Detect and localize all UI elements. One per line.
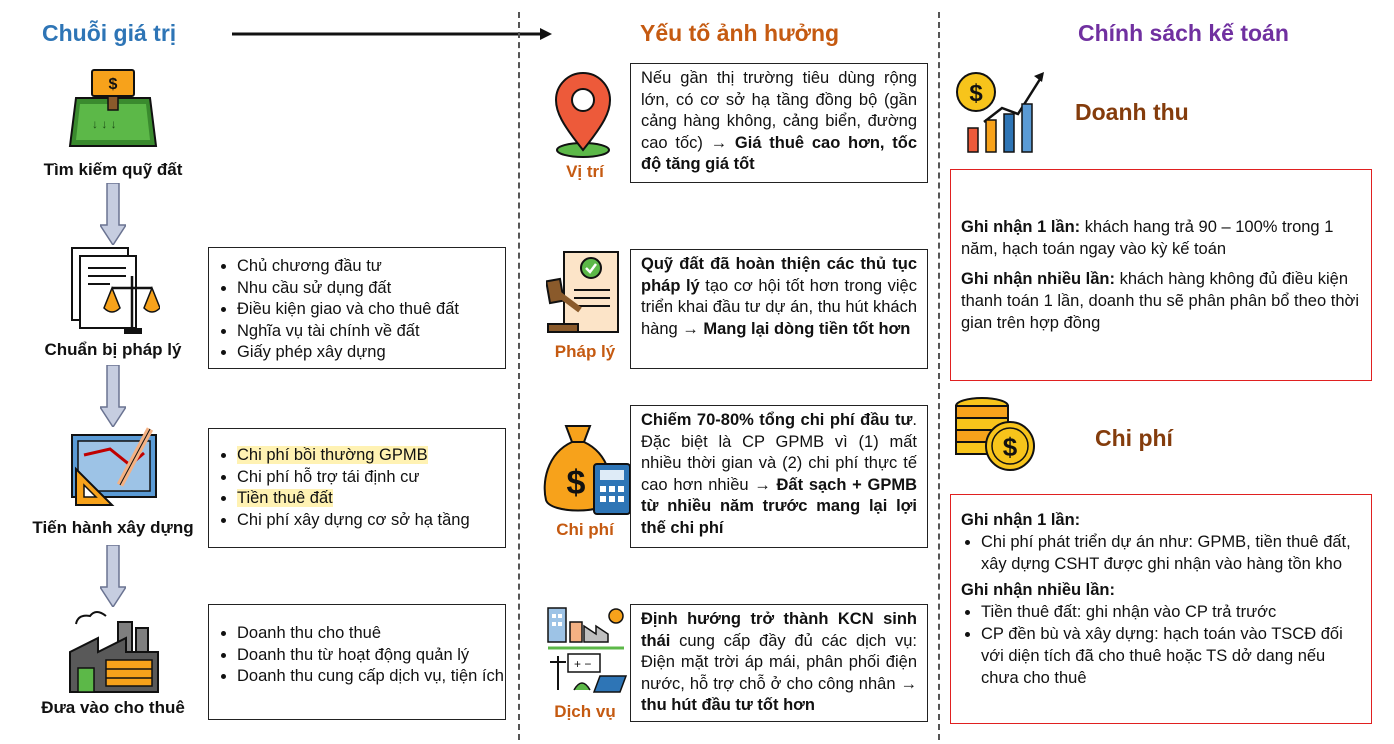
svg-text:$: $ [566,464,586,502]
factor-box-service [630,604,928,722]
list-item: • Chủ chương đầu tư [237,256,505,278]
arrow-glyph: → [682,319,699,338]
svg-text:$: $ [108,76,118,93]
revenue-once-text: khách hang trả 90 – 100% trong 1 năm, hạch toán ngay vào kỳ kế toán [961,218,1334,258]
factor-highlight: Chiếm 70-80% tổng chi phí đầu tư [641,411,913,429]
factor-label-service: Dịch vụ [554,702,616,721]
land-plot-icon [68,68,158,150]
construction-plan-icon [70,425,160,511]
factor-box-cost [630,405,928,548]
factor-text: Nếu gần thị trường tiêu dùng rộng lớn, có cơ sở hạ tầng đồng bộ (gần cảng hàng không, cảng biển, đường cao tốc) [641,69,917,152]
revenue-heading: Doanh thu [1075,99,1189,125]
step-label-legal: Chuẩn bị pháp lý [44,340,182,359]
factor-highlight: Định hướng trở thành KCN sinh thái [641,610,917,650]
factor-text: tạo cơ hội tốt hơn trong việc triển khai đầu tư dự án, thu hút khách hàng [641,276,917,338]
svg-text:+ −: + − [574,657,592,671]
revenue-chart-icon [954,70,1046,154]
revenue-sources-box [208,604,506,720]
step-label-lease: Đưa vào cho thuê [41,698,185,717]
factor-box-legal [630,249,928,369]
revenue-multi [961,268,1361,334]
arrow-glyph: → [710,133,728,152]
eco-industrial-icon [544,606,628,694]
title-value-chain: Chuỗi giá trị [42,20,177,46]
arrow-glyph: → [900,674,917,693]
highlight-gpmb: Chi phí bồi thường GPMB [237,446,428,464]
list-item: • Nghĩa vụ tài chính về đất [237,321,505,343]
list-item: • Doanh thu cung cấp dịch vụ, tiện ích [237,666,505,688]
list-item: • Doanh thu từ hoạt động quản lý [237,645,505,667]
list-item: • Điều kiện giao và cho thuê đất [237,299,505,321]
revenue-policy-box [950,169,1372,381]
factory-icon [68,608,160,694]
list-item: • Chi phí hỗ trợ tái định cư [237,467,505,489]
title-policy: Chính sách kế toán [1078,20,1289,46]
step-label-construction: Tiến hành xây dựng [32,518,194,537]
down-arrow-icon [100,365,126,427]
step-label-land: Tìm kiếm quỹ đất [43,160,183,179]
down-arrow-icon [100,545,126,607]
coins-icon [952,392,1036,474]
list-item: • Chi phí phát triển dự án như: GPMB, tiền thuê đất, xây dựng CSHT được ghi nhận vào hàng tồn kho [981,531,1361,575]
list-item: • CP đền bù và xây dựng: hạch toán vào TSCĐ đối với diện tích đã cho thuê hoặc TS dở dang nếu chưa cho thuê [981,623,1361,689]
money-bag-icon [540,424,632,518]
cost-policy-box [950,494,1372,724]
revenue-once-label: Ghi nhận 1 lần: [961,218,1081,236]
factor-label-location: Vị trí [566,162,604,181]
svg-text:$: $ [969,80,983,107]
list-item: • Giấy phép xây dựng [237,342,505,364]
divider-left [518,12,520,740]
cost-heading: Chi phí [1095,425,1173,451]
cost-once-label [961,509,1361,531]
factor-highlight: Quỹ đất đã hoàn thiện các thủ tục pháp lý [641,255,917,295]
factor-text: . Đặc biệt là CP GPMB vì (1) mất nhiều thời gian và (2) chi phí thực tế cao hơn nhiều [641,411,917,494]
legal-details-box [208,247,506,369]
construction-costs-box [208,428,506,548]
down-arrow-icon [100,183,126,245]
list-item: • Chi phí xây dựng cơ sở hạ tầng [237,510,505,532]
divider-right [938,12,940,740]
factor-text: cung cấp đầy đủ các dịch vụ: Điện mặt trời áp mái, phân phối điện nước, hỗ trợ chỗ ở cho công nhân [641,631,917,693]
title-factors: Yếu tố ảnh hưởng [640,20,840,46]
list-item [237,445,505,467]
legal-gavel-icon [546,250,622,336]
arrow-glyph: → [754,475,771,494]
revenue-multi-text: khách hàng không đủ điều kiện thanh toán 1 lần, doanh thu sẽ phân phân bổ theo thời gian trên hợp đồng [961,270,1359,332]
factor-label-cost: Chi phí [556,520,614,539]
list-item: • Doanh thu cho thuê [237,623,505,645]
list-item [237,488,505,510]
right-arrow-icon [232,26,554,42]
factor-conclusion: Giá thuê cao hơn, tốc độ tăng giá tốt [641,133,918,173]
legal-document-icon [70,246,160,336]
list-item: • Nhu cầu sử dụng đất [237,278,505,300]
svg-text:↓ ↓ ↓: ↓ ↓ ↓ [92,117,117,131]
list-item: • Tiền thuê đất: ghi nhận vào CP trả trước [981,601,1361,623]
revenue-multi-label: Ghi nhận nhiều lần: [961,270,1115,288]
cost-once-label-text: Ghi nhận 1 lần: [961,511,1081,529]
factor-label-legal: Pháp lý [554,342,616,361]
cost-multi-label-text: Ghi nhận nhiều lần: [961,581,1115,599]
factor-conclusion: Đất sạch + GPMB từ nhiều năm trước mang lại lợi thế chi phí [641,475,917,537]
revenue-once [961,216,1361,260]
factor-box-location [630,63,928,183]
cost-multi-label [961,579,1361,601]
location-pin-icon [552,72,614,160]
factor-conclusion: thu hút đầu tư tốt hơn [641,696,815,714]
factor-conclusion: Mang lại dòng tiền tốt hơn [698,319,911,338]
highlight-land-rent: Tiền thuê đất [237,489,333,507]
svg-text:$: $ [1002,432,1018,462]
